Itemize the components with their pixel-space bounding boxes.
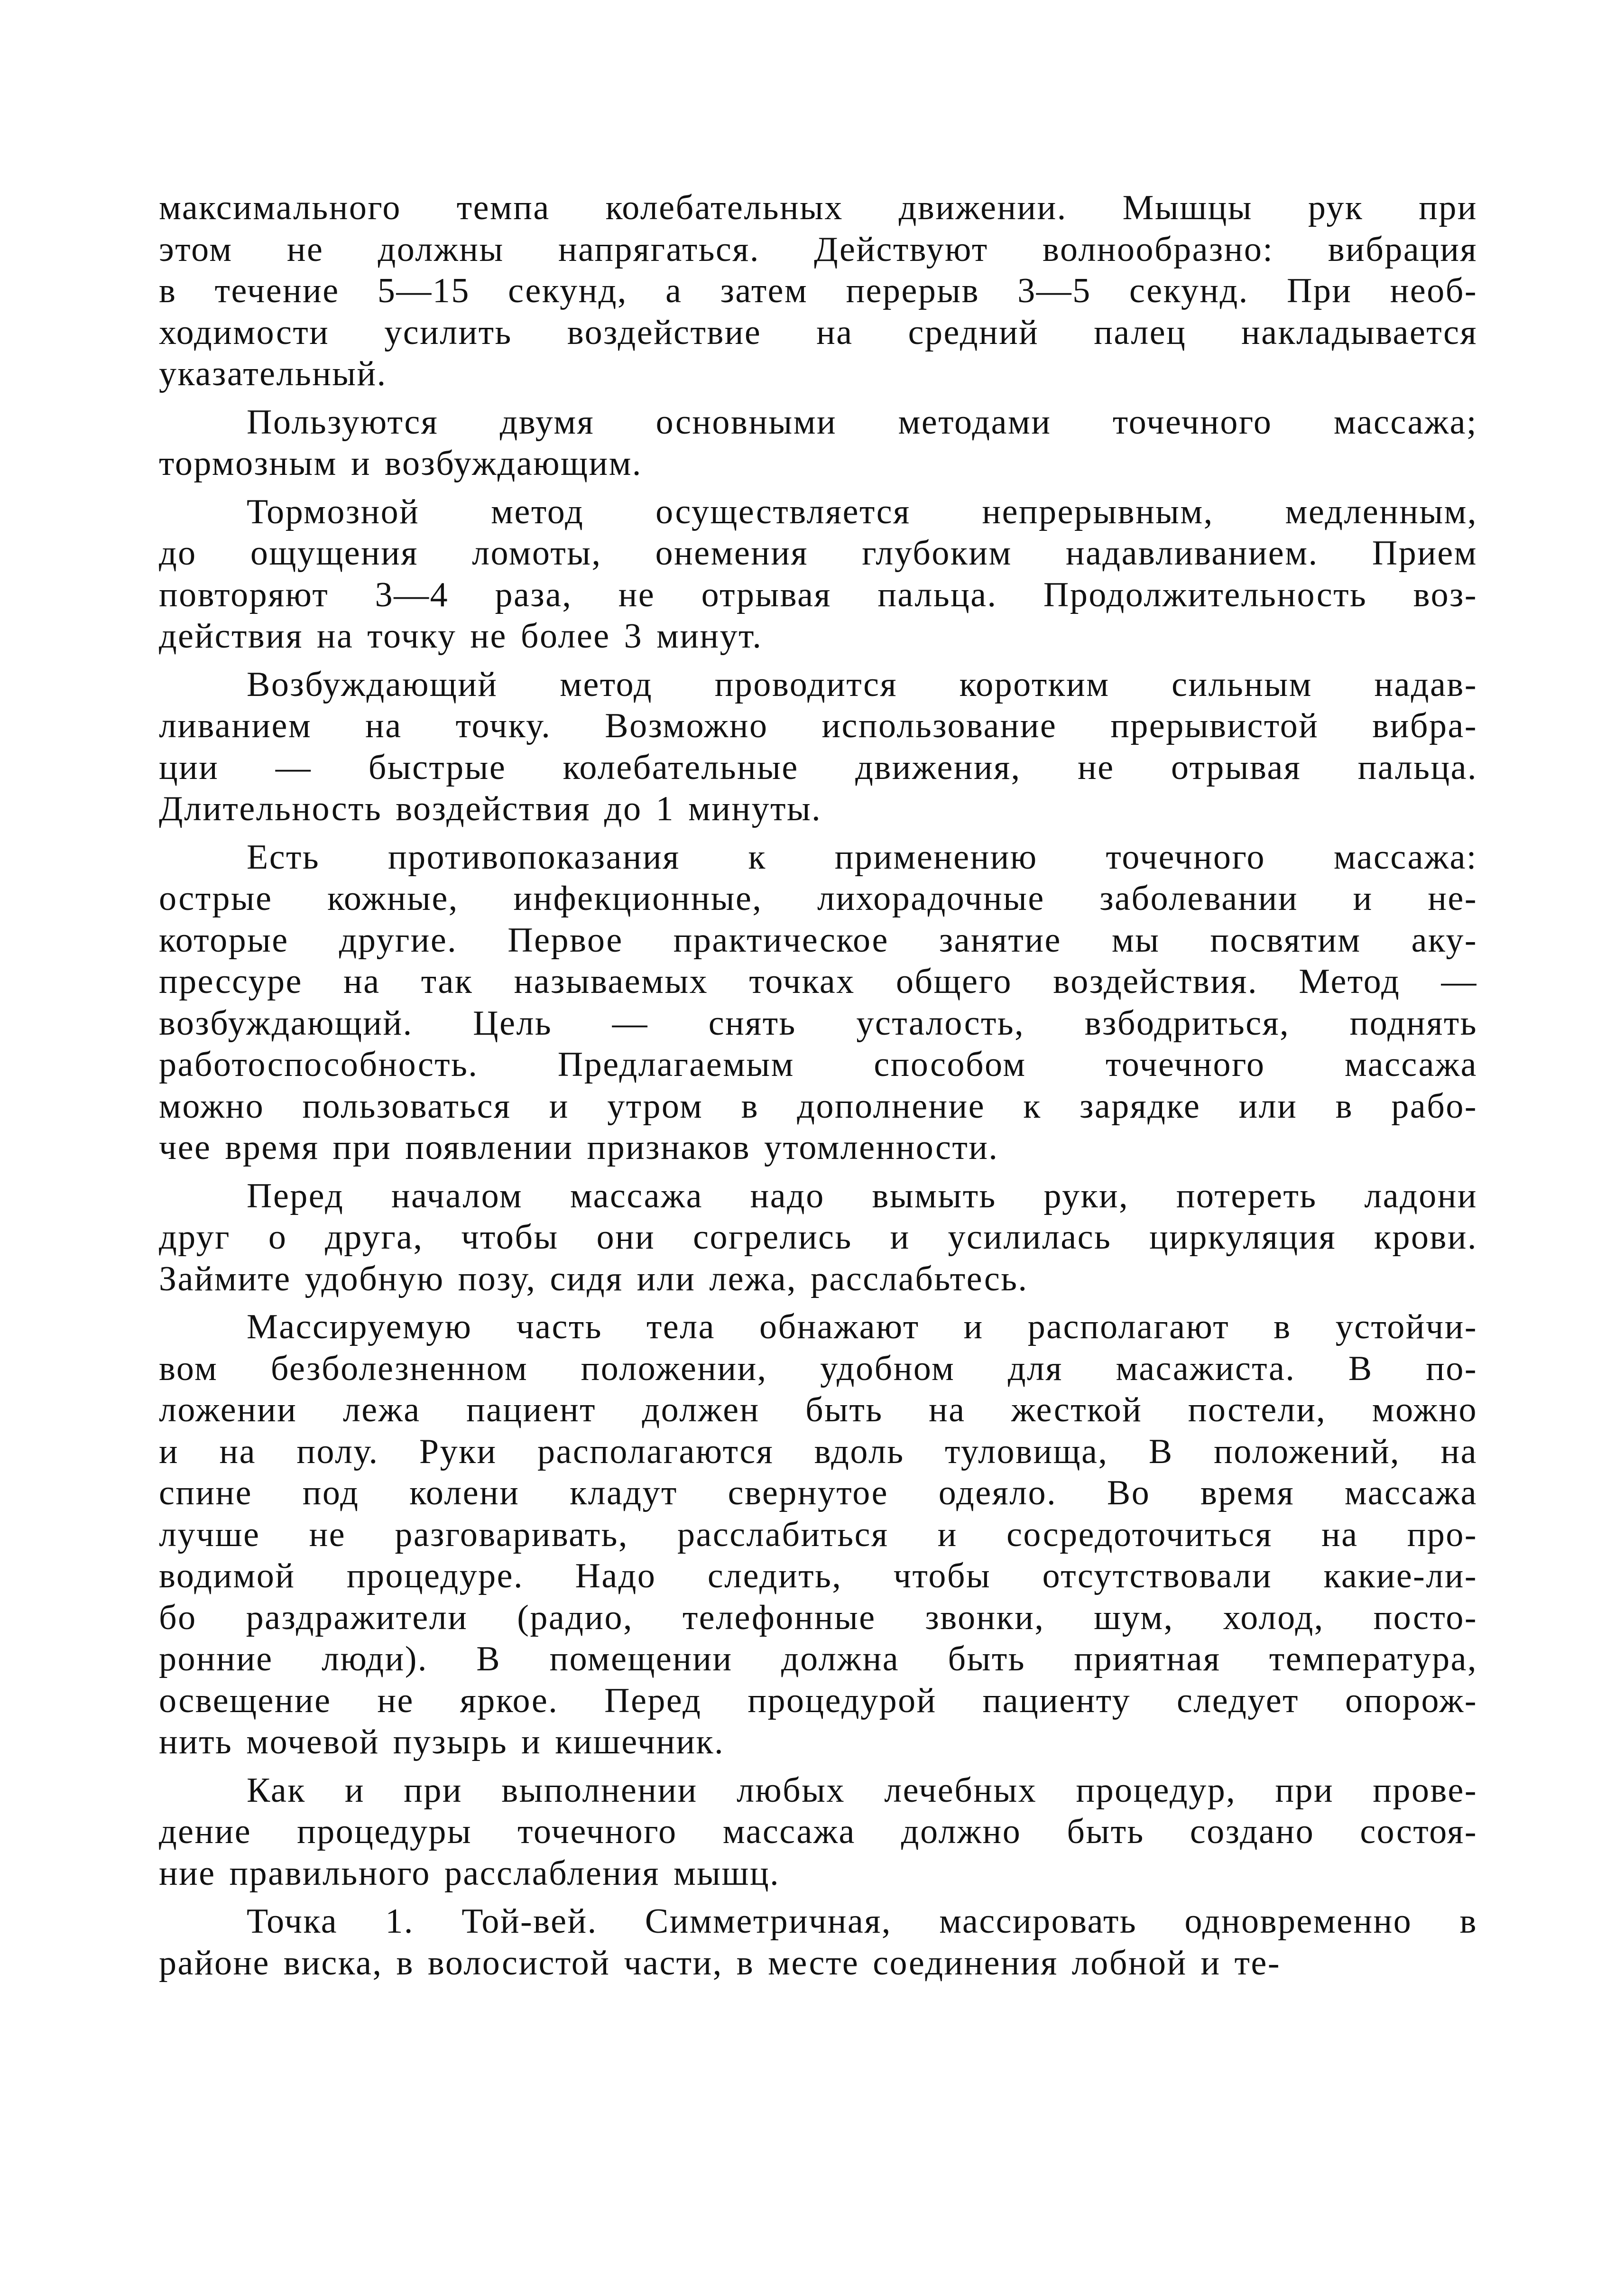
text-line: спине под колени кладут свернутое одеяло. Во время массажа bbox=[159, 1473, 1477, 1512]
paragraph bbox=[159, 837, 1477, 1169]
text-line: можно пользоваться и утром в дополнение к зарядке или в рабо- bbox=[159, 1086, 1477, 1126]
text-line: этом не должны напрягаться. Действуют волнообразно: вибрация bbox=[159, 230, 1477, 269]
text-line: Пользуются двумя основными методами точечного массажа; bbox=[247, 402, 1477, 442]
text-line: ложении лежа пациент должен быть на жесткой постели, можно bbox=[159, 1390, 1477, 1429]
text-line: острые кожные, инфекционные, лихорадочные заболевании и не- bbox=[159, 879, 1477, 918]
text-line: Как и при выполнении любых лечебных процедур, при прове- bbox=[247, 1770, 1477, 1810]
text-line: Есть противопоказания к применению точечного массажа: bbox=[247, 837, 1477, 877]
text-line: в течение 5—15 секунд, а затем перерыв 3—5 секунд. При необ- bbox=[159, 271, 1477, 310]
text-line: освещение не яркое. Перед процедурой пациенту следует опорож- bbox=[159, 1681, 1477, 1720]
text-line: дение процедуры точечного массажа должно быть создано состоя- bbox=[159, 1812, 1477, 1851]
text-line: Перед началом массажа надо вымыть руки, потереть ладони bbox=[247, 1176, 1477, 1215]
paragraph bbox=[159, 491, 1477, 658]
paragraph bbox=[159, 664, 1477, 830]
text-line: которые другие. Первое практическое занятие мы посвятим аку- bbox=[159, 920, 1477, 960]
text-line: ции — быстрые колебательные движения, не отрывая пальца. bbox=[159, 748, 1477, 787]
paragraph bbox=[159, 1770, 1477, 1895]
text-line: ние правильного расслабления мышц. bbox=[159, 1853, 780, 1893]
text-line: возбуждающий. Цель — снять усталость, взбодриться, поднять bbox=[159, 1003, 1477, 1043]
text-line: вом безболезненном положении, удобном для масажиста. В по- bbox=[159, 1349, 1477, 1388]
text-line: указательный. bbox=[159, 354, 387, 393]
paragraph bbox=[159, 1176, 1477, 1300]
paragraph bbox=[159, 1306, 1477, 1763]
text-line: прессуре на так называемых точках общего воздействия. Метод — bbox=[159, 962, 1477, 1001]
text-line: друг о друга, чтобы они согрелись и усилилась циркуляция крови. bbox=[159, 1218, 1477, 1257]
text-line: Точка 1. Той-вей. Симметричная, массировать одновременно в bbox=[247, 1902, 1477, 1941]
body-text bbox=[159, 187, 1477, 1991]
paragraph bbox=[159, 402, 1477, 485]
paragraph bbox=[159, 187, 1477, 395]
text-line: Тормозной метод осуществляется непрерывным, медленным, bbox=[247, 492, 1477, 531]
text-line: действия на точку не более 3 минут. bbox=[159, 617, 763, 656]
text-line: ронние люди). В помещении должна быть приятная температура, bbox=[159, 1640, 1477, 1678]
text-line: чее время при появлении признаков утомленности. bbox=[159, 1128, 999, 1167]
text-line: и на полу. Руки располагаются вдоль туловища, В положений, на bbox=[159, 1432, 1477, 1471]
text-line: до ощущения ломоты, онемения глубоким надавливанием. Прием bbox=[159, 534, 1477, 573]
text-line: Массируемую часть тела обнажают и располагают в устойчи- bbox=[247, 1307, 1477, 1346]
text-line: Займите удобную позу, сидя или лежа, расслабьтесь. bbox=[159, 1259, 1028, 1298]
text-line: лучше не разговаривать, расслабиться и сосредоточиться на про- bbox=[159, 1515, 1477, 1554]
text-line: бо раздражители (радио, телефонные звонки, шум, холод, посто- bbox=[159, 1598, 1477, 1637]
text-line: Длительность воздействия до 1 минуты. bbox=[159, 789, 822, 828]
text-line: работоспособность. Предлагаемым способом точечного массажа bbox=[159, 1045, 1477, 1084]
text-line: нить мочевой пузырь и кишечник. bbox=[159, 1723, 725, 1761]
text-line: водимой процедуре. Надо следить, чтобы отсутствовали какие-ли- bbox=[159, 1556, 1477, 1595]
text-line: максимального темпа колебательных движении. Мышцы рук при bbox=[159, 188, 1477, 227]
text-line: ливанием на точку. Возможно использование прерывистой вибра- bbox=[159, 706, 1477, 745]
text-line: повторяют 3—4 раза, не отрывая пальца. Продолжительность воз- bbox=[159, 575, 1477, 614]
text-line: ходимости усилить воздействие на средний палец накладывается bbox=[159, 313, 1477, 352]
paragraph bbox=[159, 1901, 1477, 1984]
text-line: районе виска, в волосистой части, в месте соединения лобной и те- bbox=[159, 1943, 1281, 1983]
text-line: тормозным и возбуждающим. bbox=[159, 444, 642, 483]
text-line: Возбуждающий метод проводится коротким сильным надав- bbox=[247, 665, 1477, 704]
